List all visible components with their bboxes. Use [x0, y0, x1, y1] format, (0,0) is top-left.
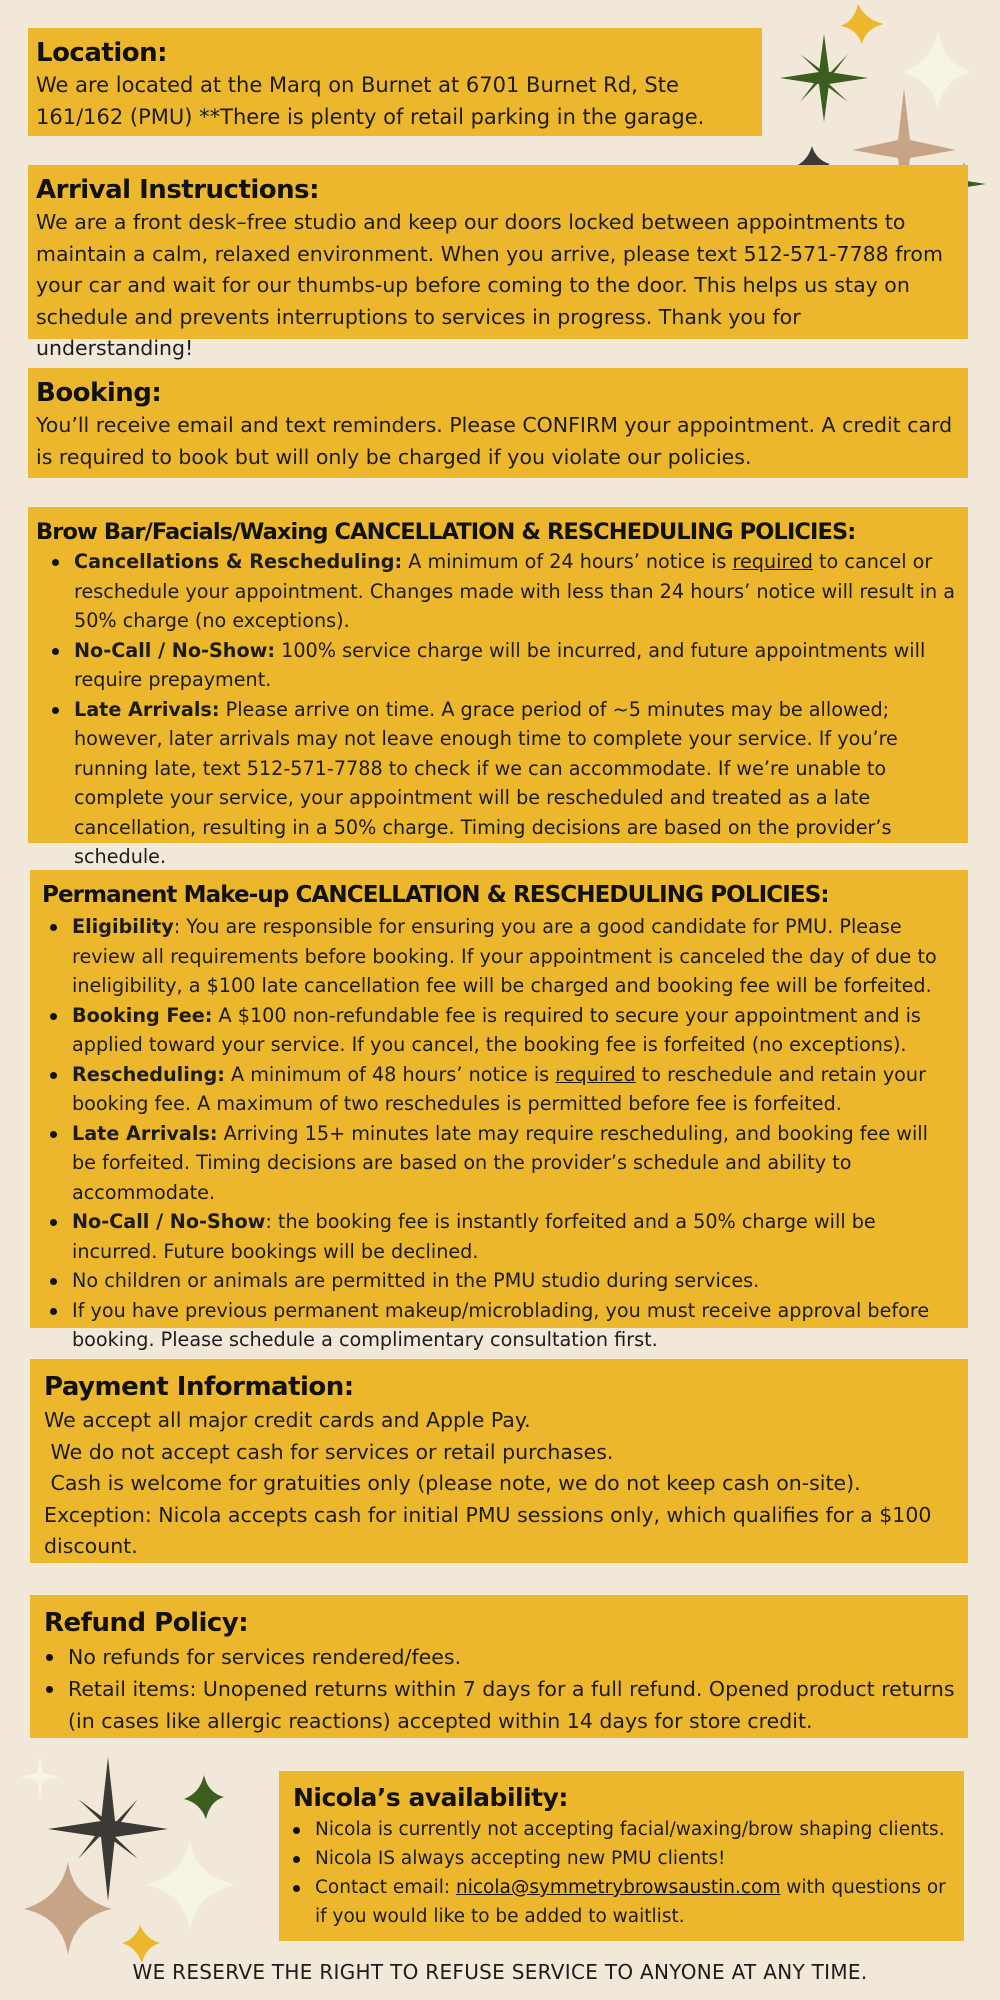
arrival-text: We are a front desk–free studio and keep our doors locked between appointments to maintain a calm, relaxed environment. When you arrive, please text 512-571-7788 from your car and wait for our thumbs-up before coming to the door. This helps us stay on schedule and prevents interruptions to services in progress. Thank you for understanding!	[36, 210, 943, 360]
location-section	[28, 28, 762, 136]
payment-line-1: We accept all major credit cards and Apple Pay.	[44, 1408, 531, 1432]
cream-sparkle-icon	[20, 1755, 60, 1799]
arrival-section	[28, 165, 968, 360]
list-item: No-Call / No-Show: the booking fee is instantly forfeited and a 50% charge will be incurred. Future bookings will be declined.	[72, 1207, 956, 1266]
booking-text: You’ll receive email and text reminders. Please CONFIRM your appointment. A credit card is required to book but will only be charged if you violate our policies.	[36, 413, 953, 469]
location-title: Location:	[36, 38, 167, 68]
decorative-stars-bottom	[0, 1735, 280, 1965]
location-line-2: 161/162 (PMU) **There is plenty of retail parking in the garage.	[36, 104, 705, 129]
list-item: No-Call / No-Show: 100% service charge will be incurred, and future appointments will require prepayment.	[74, 636, 956, 695]
brow-policy-title: Brow Bar/Facials/Waxing CANCELLATION & RESCHEDULING POLICIES:	[36, 519, 856, 545]
list-item: No refunds for services rendered/fees.	[68, 1641, 956, 1673]
yellow-sparkle-icon	[840, 4, 884, 44]
list-item: Eligibility: You are responsible for ensuring you are a good candidate for PMU. Please review all requirements before booking. If your appointment is canceled the day of due to ineligibility, a $100 late cancellation fee will be charged and booking fee will be forfeited.	[72, 912, 956, 1001]
refund-list	[68, 1641, 956, 1737]
tan-sparkle-icon	[24, 1861, 112, 1955]
footer-notice: WE RESERVE THE RIGHT TO REFUSE SERVICE TO ANYONE AT ANY TIME.	[132, 1960, 868, 1984]
availability-section	[279, 1771, 964, 1941]
arrival-title: Arrival Instructions:	[36, 175, 320, 205]
booking-section	[28, 368, 968, 478]
payment-title: Payment Information:	[44, 1372, 354, 1402]
cream-star-icon	[146, 1839, 236, 1931]
payment-section	[30, 1359, 968, 1563]
list-item: Contact email: nicola@symmetrybrowsaustin.com with questions or if you would like to be added to waitlist.	[315, 1873, 952, 1931]
contact-email-link[interactable]: nicola@symmetrybrowsaustin.com	[456, 1877, 781, 1898]
list-item: Nicola IS always accepting new PMU clients!	[315, 1844, 952, 1873]
payment-line-2: We do not accept cash for services or retail purchases.	[44, 1439, 614, 1464]
pmu-policy-title: Permanent Make-up CANCELLATION & RESCHEDULING POLICIES:	[42, 882, 829, 908]
list-item: Late Arrivals: Please arrive on time. A grace period of ~5 minutes may be allowed; however, later arrivals may not leave enough time to complete your service. If you’re running late, text 512-571-7788 to check if we can accommodate. If we’re unable to complete your service, your appointment will be rescheduled and treated as a late cancellation, resulting in a 50% charge. Timing decisions are based on the provider’s schedule.	[74, 695, 956, 872]
green-star-icon	[780, 34, 868, 122]
list-item: Nicola is currently not accepting facial/waxing/brow shaping clients.	[315, 1815, 952, 1844]
list-item: Rescheduling: A minimum of 48 hours’ notice is required to reschedule and retain your booking fee. A maximum of two reschedules is permitted before fee is forfeited.	[72, 1060, 956, 1119]
list-item: No children or animals are permitted in the PMU studio during services.	[72, 1266, 956, 1296]
list-item: If you have previous permanent makeup/microblading, you must receive approval before booking. Please schedule a complimentary consultation first.	[72, 1296, 956, 1355]
pmu-policy-section	[30, 870, 968, 1351]
list-item: Booking Fee: A $100 non-refundable fee is required to secure your appointment and is applied toward your service. If you cancel, the booking fee is forfeited (no exceptions).	[72, 1001, 956, 1060]
pmu-policy-list	[72, 912, 956, 1355]
cream-sparkle-icon	[902, 30, 972, 110]
list-item: Late Arrivals: Arriving 15+ minutes late may require rescheduling, and booking fee will be forfeited. Timing decisions are based on the provider’s schedule and ability to accommodate.	[72, 1119, 956, 1208]
availability-list	[315, 1815, 952, 1931]
availability-title: Nicola’s availability:	[293, 1783, 568, 1812]
refund-title: Refund Policy:	[44, 1608, 249, 1638]
list-item: Retail items: Unopened returns within 7 days for a full refund. Opened product returns (in cases like allergic reactions) accepted within 14 days for store credit.	[68, 1673, 956, 1737]
green-sparkle-icon	[184, 1775, 224, 1819]
payment-line-4: Exception: Nicola accepts cash for initial PMU sessions only, which qualifies for a $100 discount.	[44, 1502, 932, 1558]
yellow-sparkle-icon	[122, 1925, 160, 1963]
list-item: Cancellations & Rescheduling: A minimum of 24 hours’ notice is required to cancel or reschedule your appointment. Changes made with less than 24 hours’ notice will result in a 50% charge (no exceptions).	[74, 547, 956, 636]
brow-policy-list	[74, 547, 956, 872]
refund-section	[30, 1595, 968, 1738]
booking-title: Booking:	[36, 378, 162, 408]
payment-line-3: Cash is welcome for gratuities only (please note, we do not keep cash on-site).	[44, 1471, 861, 1495]
location-line-1: We are located at the Marq on Burnet at 6701 Burnet Rd, Ste	[36, 73, 679, 97]
brow-policy-section	[28, 507, 968, 868]
